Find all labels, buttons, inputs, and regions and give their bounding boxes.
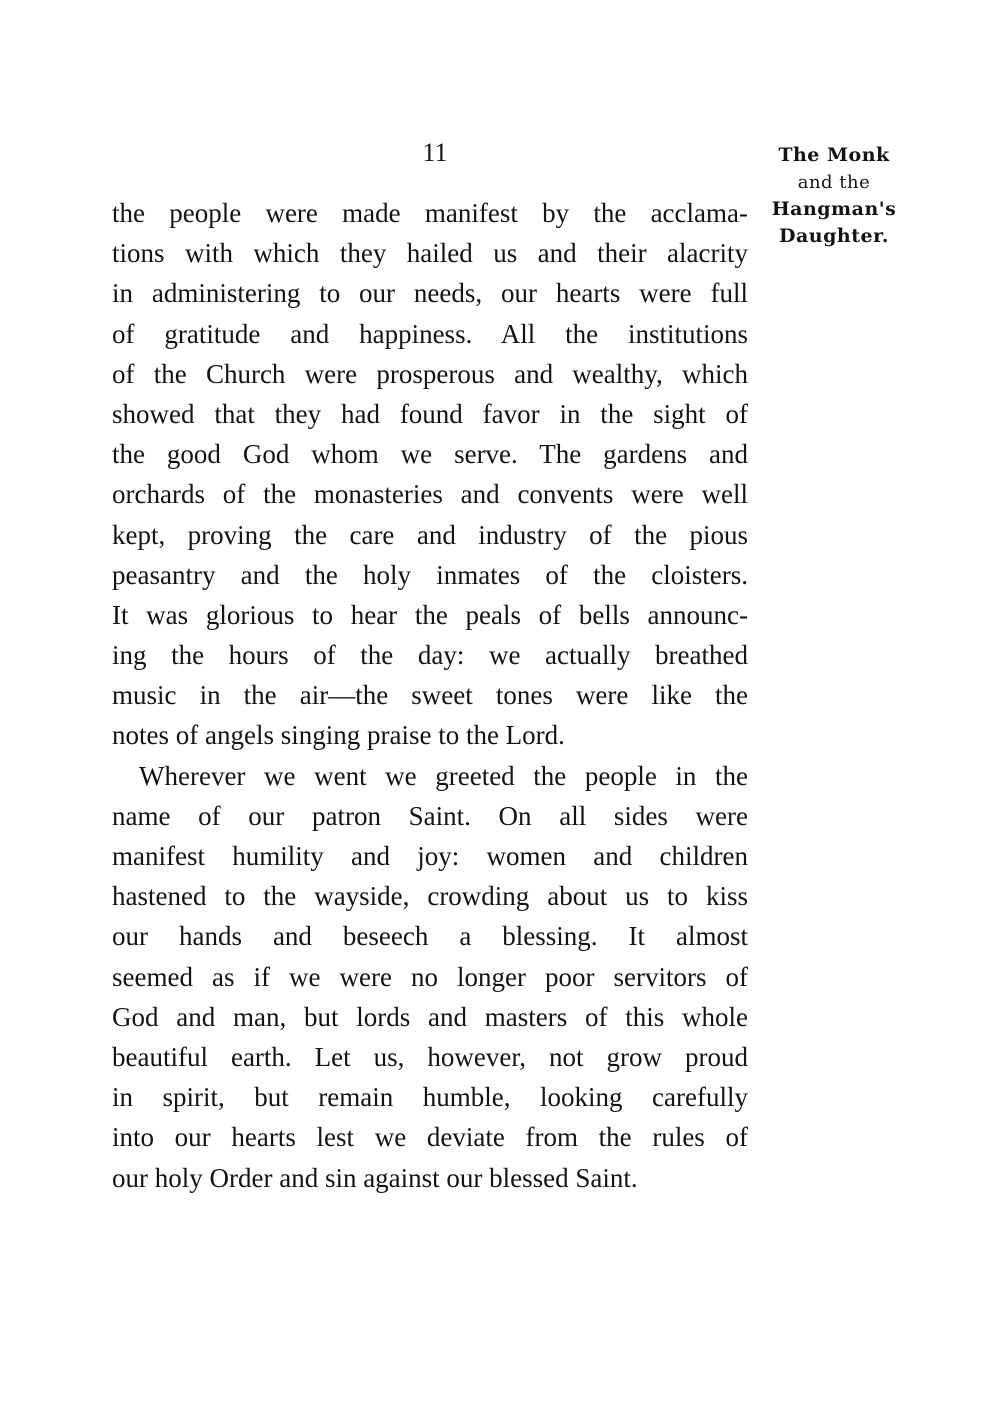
running-title-line: Daughter.	[779, 225, 889, 247]
text-line: It was glorious to hear the peals of bells announc-	[112, 599, 748, 630]
text-line: the good God whom we serve. The gardens and	[112, 439, 748, 470]
text-line: of the Church were prosperous and wealthy, which	[112, 358, 748, 389]
paragraph-1	[112, 193, 748, 756]
text-line: in administering to our needs, our hearts were full	[112, 278, 748, 309]
text-line: beautiful earth. Let us, however, not grow proud	[112, 1041, 748, 1072]
text-line: into our hearts lest we deviate from the rules of	[112, 1122, 748, 1153]
text-line: peasantry and the holy inmates of the cloisters.	[112, 559, 748, 590]
page-number: 11	[422, 138, 448, 167]
text-line: God and man, but lords and masters of this whole	[112, 1001, 748, 1032]
text-line: orchards of the monasteries and convents were well	[112, 479, 748, 510]
text-line: seemed as if we were no longer poor servitors of	[112, 961, 748, 992]
text-line: the people were made manifest by the acclama-	[112, 198, 748, 228]
text-line: of gratitude and happiness. All the institutions	[112, 318, 748, 349]
text-line: manifest humility and joy: women and children	[112, 841, 748, 871]
body-text	[112, 193, 748, 1198]
text-line: our hands and beseech a blessing. It almost	[112, 921, 748, 952]
text-line: in spirit, but remain humble, looking carefully	[112, 1082, 748, 1113]
running-title-line: and the	[797, 172, 871, 193]
text-line: hastened to the wayside, crowding about us to kiss	[112, 881, 748, 912]
text-line: kept, proving the care and industry of the pious	[112, 519, 748, 550]
text-line: our holy Order and sin against our blessed Saint.	[112, 1162, 638, 1193]
text-line: name of our patron Saint. On all sides were	[112, 800, 748, 831]
text-line: tions with which they hailed us and their alacrity	[112, 238, 748, 269]
text-line: ing the hours of the day: we actually breathed	[112, 640, 748, 671]
text-line: music in the air—the sweet tones were like the	[112, 680, 748, 711]
paragraph-2	[112, 756, 748, 1198]
text-line: Wherever we went we greeted the people in the	[139, 760, 748, 791]
running-title	[760, 142, 908, 250]
running-title-line: Hangman's	[771, 198, 897, 220]
running-title-line: The Monk	[778, 144, 890, 166]
text-line: notes of angels singing praise to the Lord.	[112, 720, 565, 751]
text-line: showed that they had found favor in the sight of	[112, 398, 748, 429]
